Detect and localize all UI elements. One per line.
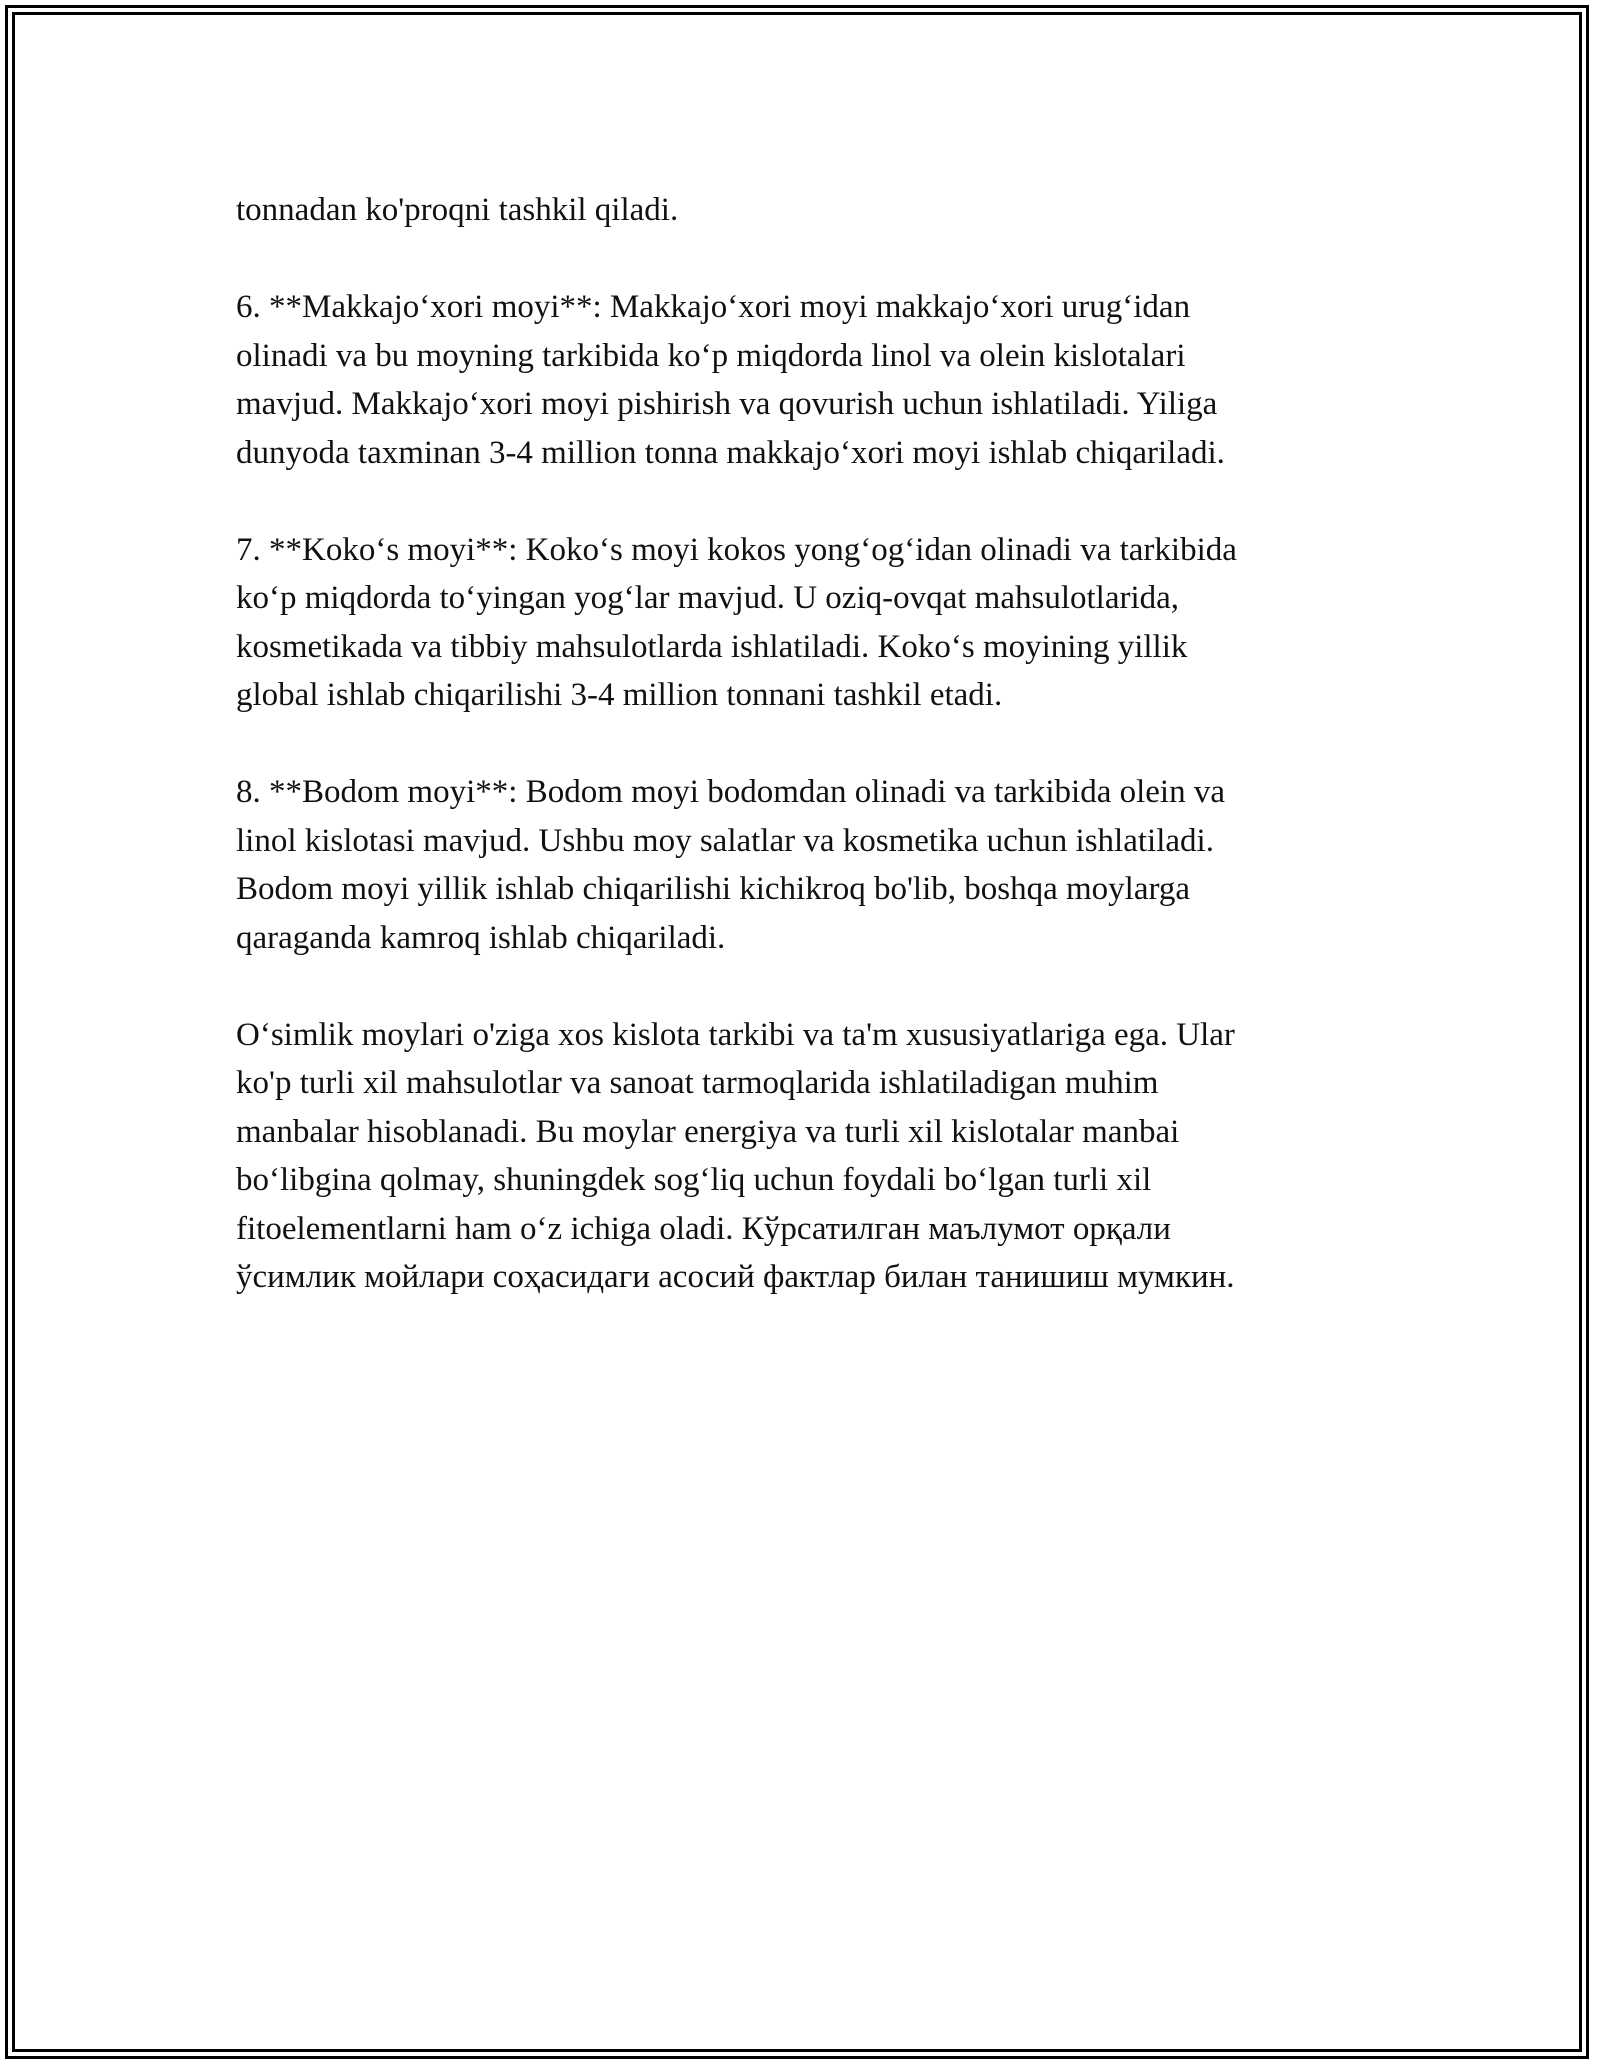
text-line: ko‘p miqdorda to‘yingan yog‘lar mavjud. U oziq-ovqat mahsulotlarida,	[236, 580, 1180, 616]
paragraph-corn-oil	[236, 283, 1366, 477]
text-line: olinadi va bu moyning tarkibida ko‘p miqdorda linol va olein kislotalari	[236, 337, 1186, 374]
text-line: dunyoda taxminan 3-4 million tonna makkajo‘xori moyi ishlab chiqariladi.	[236, 434, 1225, 471]
text-line: 8. **Bodom moyi**: Bodom moyi bodomdan olinadi va tarkibida olein va	[236, 774, 1225, 810]
text-line: bo‘libgina qolmay, shuningdek sog‘liq uchun foydali bo‘lgan turli xil	[236, 1162, 1152, 1198]
paragraph-almond-oil	[236, 768, 1366, 962]
paragraph-continuation	[236, 186, 1366, 235]
text-line: ko'p turli xil mahsulotlar va sanoat tarmoqlarida ishlatiladigan muhim	[236, 1065, 1159, 1101]
text-line: global ishlab chiqarilishi 3-4 million tonnani tashkil etadi.	[236, 677, 1003, 713]
paragraph-coconut-oil	[236, 526, 1366, 720]
text-line: linol kislotasi mavjud. Ushbu moy salatlar va kosmetika uchun ishlatiladi.	[236, 822, 1214, 859]
text-line: kosmetikada va tibbiy mahsulotlarda ishlatiladi. Koko‘s moyining yillik	[236, 628, 1188, 665]
text-line: fitoelementlarni ham o‘z ichiga oladi. Кўрсатилган маълумот орқали	[236, 1210, 1171, 1247]
text-line: Bodom moyi yillik ishlab chiqarilishi kichikroq bo'lib, boshqa moylarga	[236, 871, 1191, 907]
document-body	[236, 186, 1366, 1350]
text-line: O‘simlik moylari o'ziga xos kislota tarkibi va ta'm xususiyatlariga ega. Ular	[236, 1016, 1235, 1053]
text-line: manbalar hisoblanadi. Bu moylar energiya va turli xil kislotalar manbai	[236, 1113, 1180, 1150]
text-line: 6. **Makkajo‘xori moyi**: Makkajo‘xori moyi makkajo‘xori urug‘idan	[236, 289, 1191, 325]
text-line: tonnadan ko'proqni tashkil qiladi.	[236, 192, 679, 228]
text-line: ўсимлик мойлари соҳасидаги асосий фактлар билан танишиш мумкин.	[236, 1259, 1235, 1295]
paragraph-summary	[236, 1011, 1366, 1302]
text-line: mavjud. Makkajo‘xori moyi pishirish va qovurish uchun ishlatiladi. Yiliga	[236, 386, 1218, 422]
text-line: qaraganda kamroq ishlab chiqariladi.	[236, 919, 726, 956]
text-line: 7. **Koko‘s moyi**: Koko‘s moyi kokos yong‘og‘idan olinadi va tarkibida	[236, 531, 1237, 568]
